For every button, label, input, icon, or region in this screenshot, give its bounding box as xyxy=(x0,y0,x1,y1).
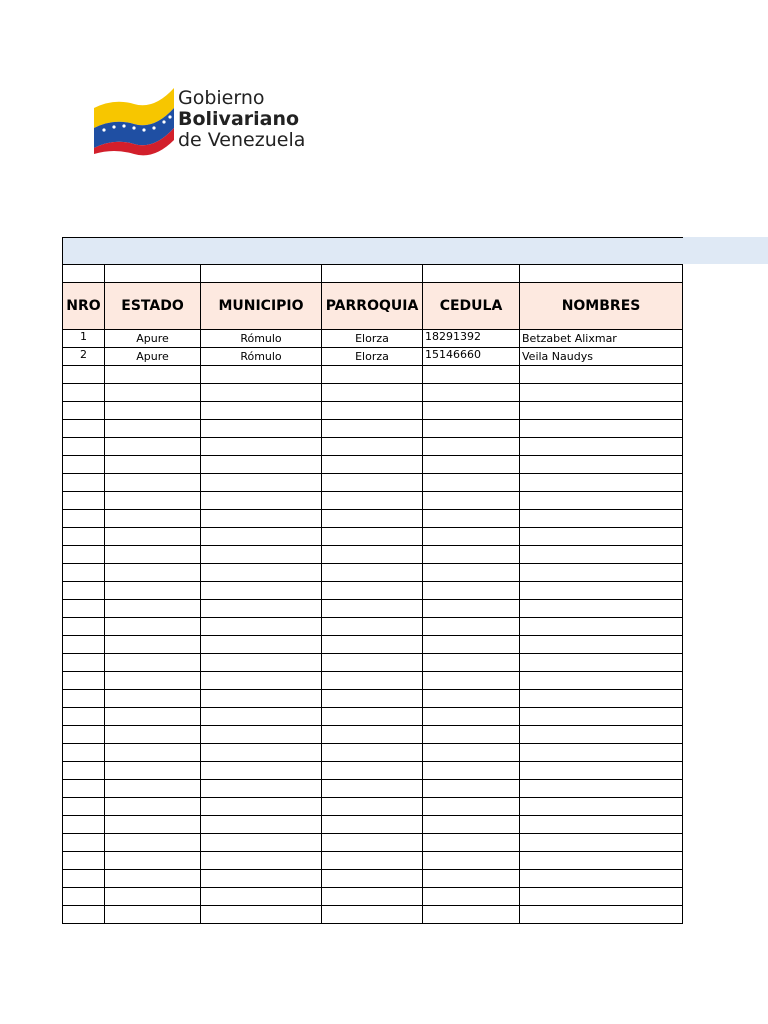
empty-cell xyxy=(520,906,683,924)
empty-cell xyxy=(520,546,683,564)
empty-cell xyxy=(201,780,322,798)
empty-cell xyxy=(520,528,683,546)
empty-cell xyxy=(520,510,683,528)
empty-cell xyxy=(105,636,201,654)
empty-cell xyxy=(322,456,423,474)
empty-cell xyxy=(201,366,322,384)
empty-cell xyxy=(322,762,423,780)
empty-cell xyxy=(105,654,201,672)
empty-cell xyxy=(423,816,520,834)
empty-cell xyxy=(322,618,423,636)
table-row xyxy=(63,330,683,348)
empty-cell xyxy=(322,384,423,402)
empty-cell xyxy=(201,744,322,762)
logo-line-bolivariano: Bolivariano xyxy=(178,108,300,130)
empty-cell xyxy=(520,816,683,834)
empty-cell xyxy=(105,600,201,618)
empty-cell xyxy=(322,438,423,456)
empty-cell xyxy=(201,654,322,672)
empty-cell xyxy=(105,546,201,564)
empty-row xyxy=(63,438,683,456)
empty-row xyxy=(63,762,683,780)
empty-cell xyxy=(201,402,322,420)
empty-cell xyxy=(322,834,423,852)
empty-row xyxy=(63,744,683,762)
empty-cell xyxy=(520,852,683,870)
empty-cell xyxy=(63,492,105,510)
empty-cell xyxy=(423,672,520,690)
empty-cell xyxy=(201,384,322,402)
empty-row xyxy=(63,906,683,924)
cell-parroquia: Elorza xyxy=(322,330,423,348)
cell-estado: Apure xyxy=(105,348,201,366)
empty-row xyxy=(63,672,683,690)
empty-cell xyxy=(201,816,322,834)
empty-row xyxy=(63,528,683,546)
header-estado: ESTADO xyxy=(105,283,201,330)
empty-cell xyxy=(63,438,105,456)
empty-cell xyxy=(105,870,201,888)
empty-cell xyxy=(63,636,105,654)
empty-cell xyxy=(423,888,520,906)
empty-cell xyxy=(520,672,683,690)
cell-cedula: 15146660 xyxy=(423,348,520,366)
empty-cell xyxy=(105,438,201,456)
empty-row xyxy=(63,420,683,438)
empty-cell xyxy=(520,600,683,618)
empty-cell xyxy=(105,780,201,798)
cell-parroquia: Elorza xyxy=(322,348,423,366)
empty-cell xyxy=(322,600,423,618)
empty-row xyxy=(63,690,683,708)
empty-cell xyxy=(423,456,520,474)
empty-cell xyxy=(520,474,683,492)
empty-cell xyxy=(105,726,201,744)
empty-cell xyxy=(322,744,423,762)
empty-cell xyxy=(105,618,201,636)
empty-cell xyxy=(105,510,201,528)
empty-cell xyxy=(201,492,322,510)
empty-cell xyxy=(423,726,520,744)
empty-cell xyxy=(423,564,520,582)
empty-cell xyxy=(322,510,423,528)
empty-cell xyxy=(201,618,322,636)
cell-nro: 1 xyxy=(63,330,105,348)
empty-cell xyxy=(105,474,201,492)
empty-cell xyxy=(63,798,105,816)
empty-cell xyxy=(63,564,105,582)
empty-cell xyxy=(322,528,423,546)
empty-cell xyxy=(63,780,105,798)
empty-cell xyxy=(322,852,423,870)
empty-row xyxy=(63,546,683,564)
empty-cell xyxy=(322,366,423,384)
empty-row xyxy=(63,888,683,906)
empty-cell xyxy=(63,420,105,438)
empty-cell xyxy=(520,888,683,906)
empty-cell xyxy=(322,906,423,924)
empty-row xyxy=(63,564,683,582)
empty-cell xyxy=(201,564,322,582)
cell-estado: Apure xyxy=(105,330,201,348)
empty-cell xyxy=(322,780,423,798)
empty-cell xyxy=(201,600,322,618)
empty-cell xyxy=(105,690,201,708)
registry-table xyxy=(62,237,683,924)
empty-cell xyxy=(423,618,520,636)
empty-cell xyxy=(322,546,423,564)
empty-cell xyxy=(201,852,322,870)
empty-cell xyxy=(520,438,683,456)
empty-cell xyxy=(63,600,105,618)
empty-cell xyxy=(322,708,423,726)
header-nombres: NOMBRES xyxy=(520,283,683,330)
empty-row xyxy=(63,366,683,384)
empty-cell xyxy=(520,744,683,762)
empty-cell xyxy=(322,726,423,744)
empty-cell xyxy=(423,546,520,564)
empty-cell xyxy=(105,816,201,834)
empty-cell xyxy=(423,636,520,654)
empty-cell xyxy=(520,834,683,852)
empty-cell xyxy=(201,726,322,744)
empty-cell xyxy=(423,600,520,618)
empty-cell xyxy=(520,618,683,636)
empty-cell xyxy=(63,762,105,780)
empty-cell xyxy=(423,366,520,384)
empty-row xyxy=(63,654,683,672)
empty-cell xyxy=(105,708,201,726)
empty-cell xyxy=(423,474,520,492)
empty-cell xyxy=(423,690,520,708)
empty-cell xyxy=(520,456,683,474)
empty-cell xyxy=(423,384,520,402)
empty-cell xyxy=(201,798,322,816)
empty-cell xyxy=(201,672,322,690)
empty-cell xyxy=(201,420,322,438)
empty-cell xyxy=(105,906,201,924)
empty-cell xyxy=(63,708,105,726)
empty-row xyxy=(63,510,683,528)
empty-cell xyxy=(322,690,423,708)
empty-cell xyxy=(201,762,322,780)
empty-cell xyxy=(520,654,683,672)
empty-cell xyxy=(63,906,105,924)
empty-cell xyxy=(520,780,683,798)
empty-cell xyxy=(63,654,105,672)
empty-cell xyxy=(423,528,520,546)
empty-cell xyxy=(105,744,201,762)
empty-cell xyxy=(105,564,201,582)
empty-cell xyxy=(423,852,520,870)
empty-cell xyxy=(322,870,423,888)
empty-cell xyxy=(63,672,105,690)
empty-row xyxy=(63,816,683,834)
empty-cell xyxy=(201,888,322,906)
empty-cell xyxy=(105,762,201,780)
empty-cell xyxy=(63,366,105,384)
empty-cell xyxy=(63,816,105,834)
empty-cell xyxy=(201,870,322,888)
empty-cell xyxy=(322,582,423,600)
empty-cell xyxy=(520,708,683,726)
empty-row xyxy=(63,780,683,798)
title-row xyxy=(63,238,683,265)
empty-cell xyxy=(105,420,201,438)
empty-row xyxy=(63,834,683,852)
venezuela-flag-icon xyxy=(92,84,176,156)
empty-cell xyxy=(105,582,201,600)
empty-cell xyxy=(201,438,322,456)
empty-cell xyxy=(322,672,423,690)
empty-cell xyxy=(201,456,322,474)
empty-cell xyxy=(105,888,201,906)
empty-cell xyxy=(520,726,683,744)
empty-cell xyxy=(63,582,105,600)
empty-cell xyxy=(520,402,683,420)
empty-row xyxy=(63,402,683,420)
empty-cell xyxy=(105,366,201,384)
empty-cell xyxy=(322,492,423,510)
empty-cell xyxy=(322,402,423,420)
empty-row xyxy=(63,798,683,816)
cell-nombres: Veila Naudys xyxy=(520,348,683,366)
empty-cell xyxy=(105,834,201,852)
cell-nro: 2 xyxy=(63,348,105,366)
empty-cell xyxy=(63,690,105,708)
table-row xyxy=(63,348,683,366)
empty-cell xyxy=(423,492,520,510)
gobierno-bolivariano-logo xyxy=(92,84,354,156)
header-parroquia: PARROQUIA xyxy=(322,283,423,330)
empty-cell xyxy=(520,420,683,438)
empty-cell xyxy=(322,798,423,816)
empty-cell xyxy=(423,510,520,528)
empty-cell xyxy=(105,492,201,510)
empty-cell xyxy=(201,528,322,546)
empty-cell xyxy=(63,474,105,492)
empty-cell xyxy=(63,456,105,474)
empty-cell xyxy=(63,726,105,744)
empty-cell xyxy=(322,816,423,834)
empty-cell xyxy=(423,708,520,726)
empty-cell xyxy=(322,654,423,672)
empty-row xyxy=(63,708,683,726)
empty-cell xyxy=(63,834,105,852)
empty-row xyxy=(63,600,683,618)
empty-cell xyxy=(201,546,322,564)
empty-row xyxy=(63,636,683,654)
cell-nombres: Betzabet Alixmar xyxy=(520,330,683,348)
cell-cedula: 18291392 xyxy=(423,330,520,348)
empty-cell xyxy=(63,510,105,528)
empty-cell xyxy=(520,636,683,654)
empty-cell xyxy=(105,672,201,690)
empty-cell xyxy=(63,888,105,906)
empty-row xyxy=(63,726,683,744)
empty-cell xyxy=(63,852,105,870)
empty-cell xyxy=(105,852,201,870)
header-municipio: MUNICIPIO xyxy=(201,283,322,330)
empty-cell xyxy=(520,492,683,510)
cell-municipio: Rómulo xyxy=(201,330,322,348)
empty-cell xyxy=(201,636,322,654)
empty-cell xyxy=(423,744,520,762)
empty-cell xyxy=(520,798,683,816)
empty-cell xyxy=(520,384,683,402)
empty-cell xyxy=(201,474,322,492)
empty-row xyxy=(63,582,683,600)
empty-cell xyxy=(322,636,423,654)
empty-cell xyxy=(201,510,322,528)
header-nro: NRO xyxy=(63,283,105,330)
empty-cell xyxy=(423,582,520,600)
empty-cell xyxy=(423,402,520,420)
empty-cell xyxy=(322,474,423,492)
empty-cell xyxy=(105,528,201,546)
empty-cell xyxy=(63,744,105,762)
empty-cell xyxy=(63,528,105,546)
empty-cell xyxy=(201,582,322,600)
empty-cell xyxy=(105,402,201,420)
empty-cell xyxy=(520,870,683,888)
header-cedula: CEDULA xyxy=(423,283,520,330)
empty-cell xyxy=(322,420,423,438)
empty-cell xyxy=(322,888,423,906)
empty-cell xyxy=(423,870,520,888)
empty-row xyxy=(63,492,683,510)
empty-row xyxy=(63,618,683,636)
empty-cell xyxy=(423,798,520,816)
empty-cell xyxy=(63,618,105,636)
empty-cell xyxy=(423,834,520,852)
logo-line-de-venezuela: de Venezuela xyxy=(178,129,306,151)
empty-cell xyxy=(423,438,520,456)
empty-cell xyxy=(105,456,201,474)
empty-cell xyxy=(201,834,322,852)
empty-row xyxy=(63,852,683,870)
logo-line-gobierno: Gobierno xyxy=(178,87,265,109)
empty-cell xyxy=(63,870,105,888)
empty-cell xyxy=(423,420,520,438)
empty-row xyxy=(63,870,683,888)
empty-cell xyxy=(63,402,105,420)
empty-cell xyxy=(201,708,322,726)
empty-row xyxy=(63,456,683,474)
empty-cell xyxy=(105,384,201,402)
blank-row xyxy=(63,265,683,283)
empty-cell xyxy=(322,564,423,582)
cell-municipio: Rómulo xyxy=(201,348,322,366)
empty-cell xyxy=(423,780,520,798)
empty-cell xyxy=(520,564,683,582)
empty-row xyxy=(63,474,683,492)
empty-cell xyxy=(520,690,683,708)
empty-cell xyxy=(63,384,105,402)
header-row xyxy=(63,283,683,330)
empty-cell xyxy=(520,582,683,600)
empty-cell xyxy=(201,690,322,708)
empty-cell xyxy=(105,798,201,816)
empty-cell xyxy=(520,762,683,780)
empty-cell xyxy=(520,366,683,384)
empty-cell xyxy=(423,654,520,672)
empty-row xyxy=(63,384,683,402)
empty-cell xyxy=(423,762,520,780)
empty-cell xyxy=(201,906,322,924)
empty-cell xyxy=(423,906,520,924)
empty-cell xyxy=(63,546,105,564)
